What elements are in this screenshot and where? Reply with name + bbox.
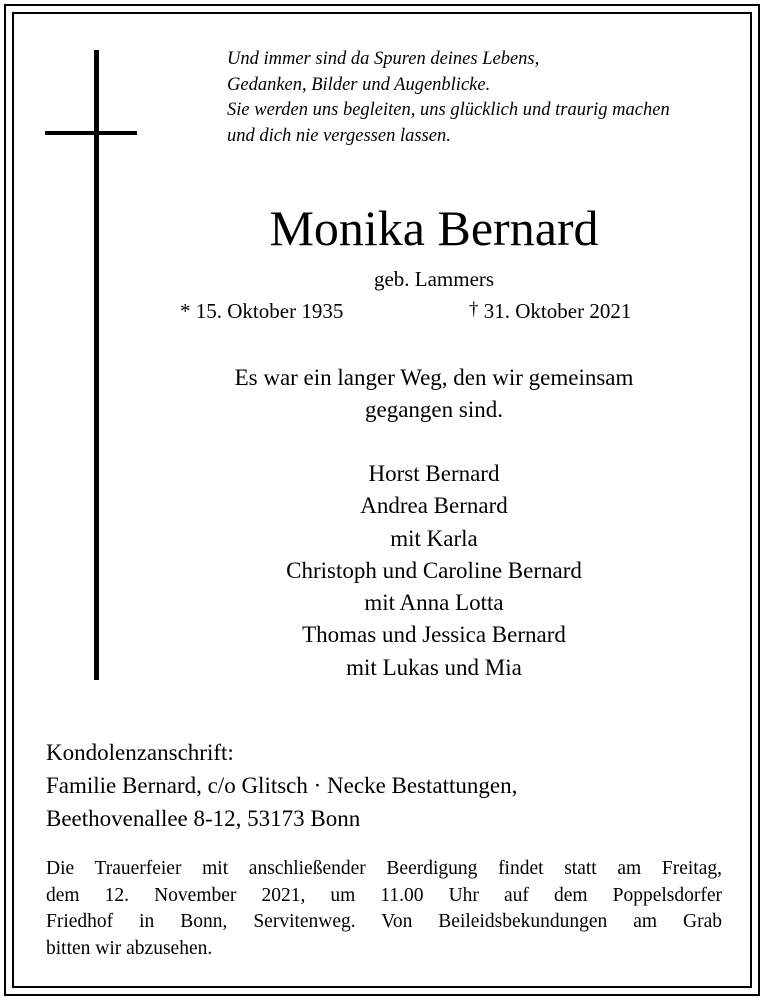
mourner-line: Christoph und Caroline Bernard	[286, 557, 582, 583]
condolence-line: Familie Bernard, c/o Glitsch · Necke Bestattungen,	[46, 773, 518, 798]
mourner-line: mit Lukas und Mia	[346, 654, 522, 680]
condolence-line: Beethovenallee 8-12, 53173 Bonn	[46, 806, 361, 831]
quote-line: Es war ein langer Weg, den wir gemeinsam	[234, 365, 634, 390]
condolence-address	[46, 736, 746, 835]
verse-line: Sie werden uns begleiten, uns glücklich und traurig machen	[227, 100, 670, 120]
dagger-icon: †	[469, 299, 479, 320]
notice-line: Friedhof in Bonn, Servitenweg. Von Beileidsbekundungen am Grab	[46, 911, 722, 932]
birth-symbol: *	[180, 299, 191, 323]
mourner-line: Andrea Bernard	[360, 493, 508, 519]
condolence-heading: Kondolenzanschrift:	[46, 740, 234, 765]
death-date: 31. Oktober 2021	[483, 299, 632, 323]
funeral-notice	[46, 856, 722, 962]
memorial-verse	[227, 47, 747, 149]
birth-date: 15. Oktober 1935	[195, 299, 344, 323]
death-date-group	[469, 297, 631, 327]
notice-line: bitten wir abzusehen.	[46, 937, 213, 959]
cross-icon	[94, 50, 99, 680]
quote-line: gegangen sind.	[365, 397, 503, 422]
verse-line: Und immer sind da Spuren deines Lebens,	[227, 49, 540, 69]
memorial-quote	[114, 362, 754, 426]
mourner-line: Horst Bernard	[368, 461, 500, 486]
maiden-name: geb. Lammers	[373, 267, 495, 291]
birth-date-group	[180, 297, 343, 325]
cross-icon-bar	[45, 131, 137, 135]
verse-line: Gedanken, Bilder und Augenblicke.	[227, 74, 491, 95]
inner-border	[12, 12, 752, 988]
mourner-line: mit Anna Lotta	[364, 590, 504, 616]
mourner-line: Thomas und Jessica Bernard	[302, 622, 566, 648]
outer-border	[4, 4, 760, 996]
notice-line: dem 12. November 2021, um 11.00 Uhr auf dem Poppelsdorfer	[46, 884, 722, 906]
mourners-list	[114, 458, 754, 684]
notice-line: Die Trauerfeier mit anschließender Beerdigung findet statt am Freitag,	[46, 858, 722, 879]
deceased-name: Monika Bernard	[269, 200, 599, 256]
verse-line: und dich nie vergessen lassen.	[227, 125, 451, 146]
mourner-line: mit Karla	[390, 525, 478, 551]
